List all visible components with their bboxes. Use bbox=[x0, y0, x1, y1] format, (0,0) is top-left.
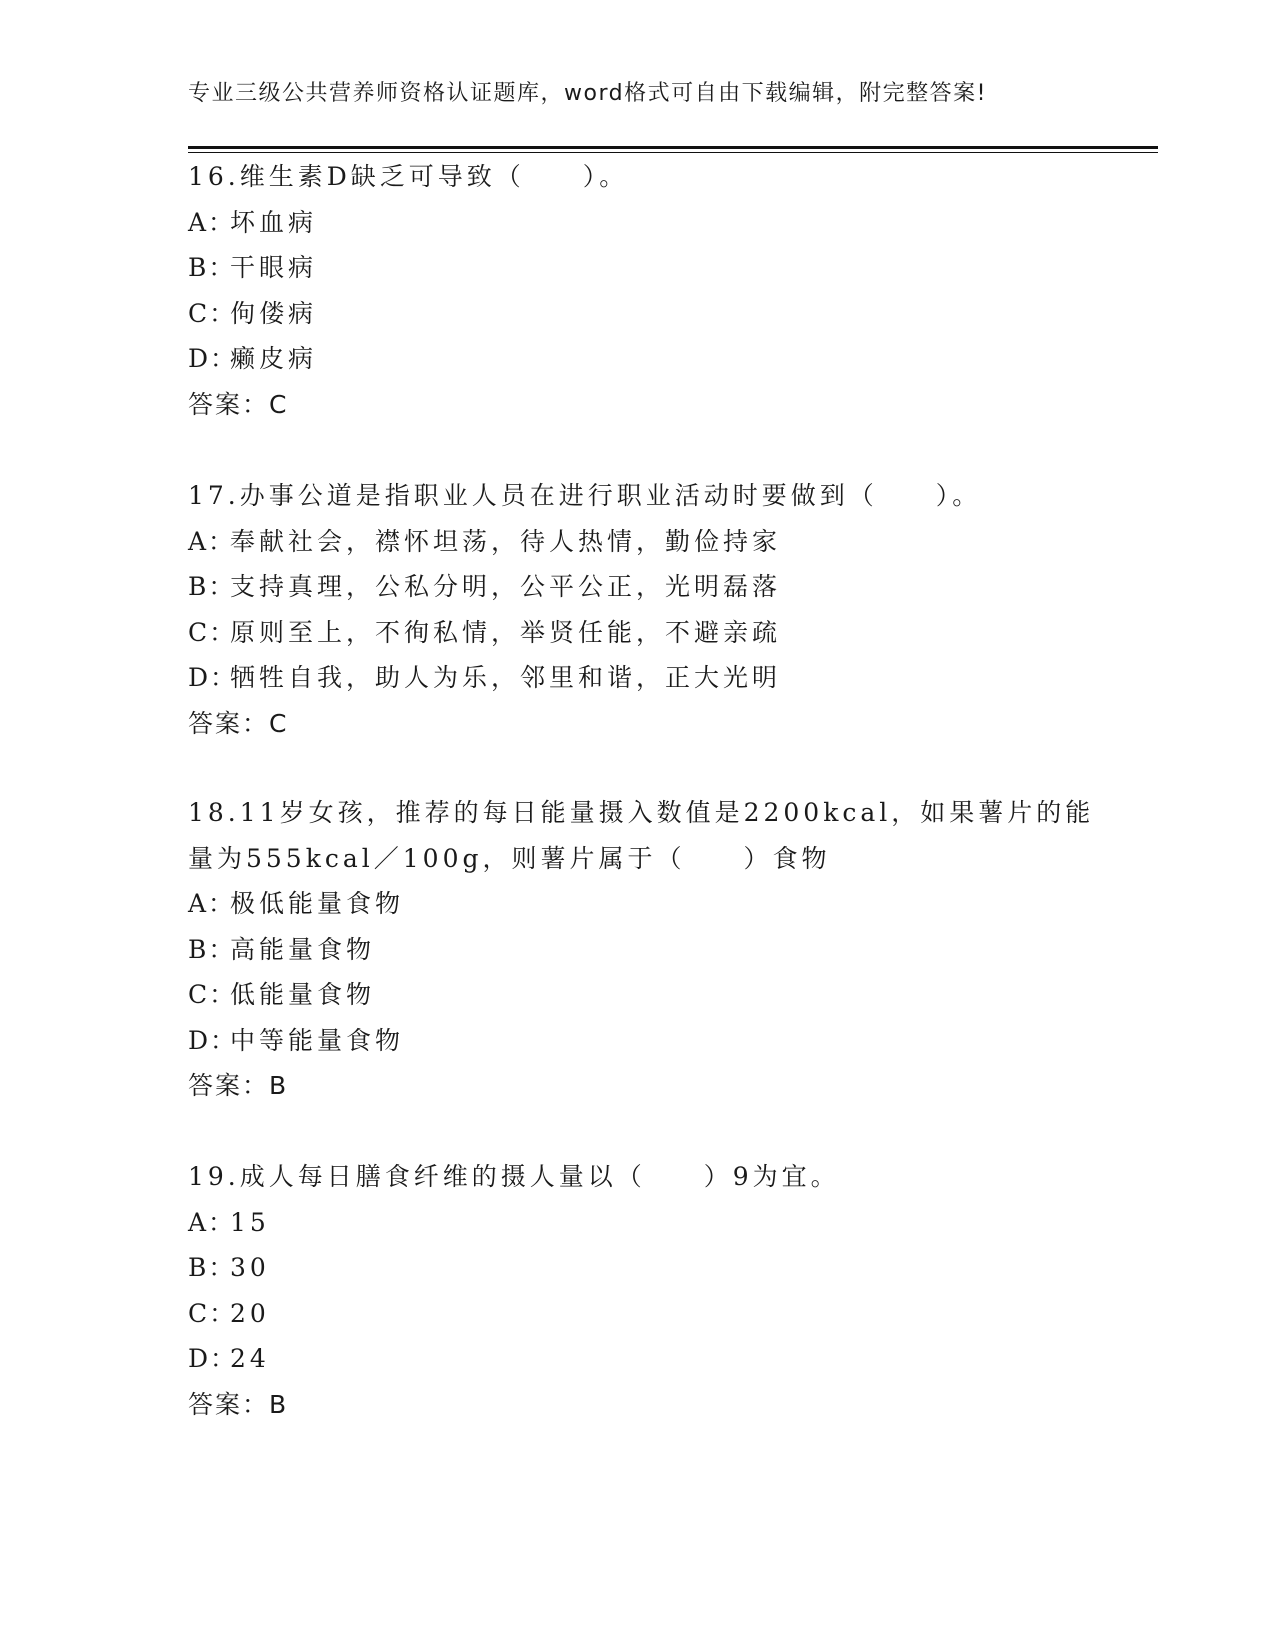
answer-line: 答案：B bbox=[188, 1389, 289, 1419]
option-label: D： bbox=[188, 344, 238, 373]
option-text: 牺牲自我，助人为乐，邻里和谐，正大光明 bbox=[230, 663, 782, 692]
option-label: B： bbox=[188, 934, 236, 964]
option-label: A： bbox=[188, 526, 236, 556]
option-label: D： bbox=[188, 1344, 238, 1373]
question-17 bbox=[188, 473, 1088, 746]
question-18 bbox=[188, 790, 1095, 1109]
option-text: 极低能量食物 bbox=[230, 889, 405, 918]
option-text: 中等能量食物 bbox=[230, 1025, 405, 1055]
option-text: 原则至上，不徇私情，举贤任能，不避亲疏 bbox=[230, 617, 782, 647]
question-stem: 17.办事公道是指职业人员在进行职业活动时要做到（ ）。 bbox=[188, 481, 982, 510]
option-a bbox=[188, 519, 1088, 565]
option-label: C： bbox=[188, 617, 237, 647]
question-16 bbox=[188, 154, 1088, 427]
option-a bbox=[188, 881, 1088, 927]
answer-line: 答案：C bbox=[188, 708, 289, 738]
question-stem-continued: 量为555kcal／100g，则薯片属于（ ）食物 bbox=[188, 843, 831, 873]
option-d bbox=[188, 1336, 1088, 1382]
option-b bbox=[188, 1245, 1088, 1291]
option-text: 高能量食物 bbox=[230, 934, 376, 964]
option-c bbox=[188, 1291, 1088, 1337]
option-label: B： bbox=[188, 1253, 236, 1282]
option-label: D： bbox=[188, 663, 238, 692]
option-c bbox=[188, 972, 1088, 1018]
option-text: 30 bbox=[230, 1253, 270, 1282]
option-d bbox=[188, 655, 1088, 701]
option-text: 低能量食物 bbox=[230, 980, 376, 1009]
header-rule-thin bbox=[188, 152, 1158, 153]
option-text: 24 bbox=[230, 1344, 270, 1373]
option-b bbox=[188, 245, 1088, 291]
option-b bbox=[188, 927, 1088, 973]
option-a bbox=[188, 1200, 1088, 1246]
option-text: 坏血病 bbox=[230, 207, 318, 237]
option-d bbox=[188, 1018, 1088, 1064]
option-c bbox=[188, 291, 1088, 337]
option-label: B： bbox=[188, 572, 236, 601]
option-text: 佝偻病 bbox=[230, 298, 318, 328]
question-stem: 16.维生素D缺乏可导致（ ）。 bbox=[188, 162, 629, 191]
option-text: 癞皮病 bbox=[230, 344, 318, 373]
option-label: B： bbox=[188, 253, 236, 282]
option-d bbox=[188, 336, 1088, 382]
option-text: 奉献社会，襟怀坦荡，待人热情，勤俭持家 bbox=[230, 526, 782, 556]
option-label: C： bbox=[188, 1298, 237, 1328]
option-b bbox=[188, 564, 1088, 610]
option-text: 干眼病 bbox=[230, 253, 318, 282]
answer-line: 答案：B bbox=[188, 1071, 289, 1100]
option-label: A： bbox=[188, 207, 236, 237]
option-a bbox=[188, 200, 1088, 246]
header-rule-thick bbox=[188, 146, 1158, 149]
option-text: 支持真理，公私分明，公平公正，光明磊落 bbox=[230, 572, 782, 601]
option-label: C： bbox=[188, 298, 237, 328]
question-stem: 19.成人每日膳食纤维的摄人量以（ ）9为宜。 bbox=[188, 1162, 840, 1191]
option-text: 20 bbox=[230, 1298, 270, 1328]
option-label: C： bbox=[188, 980, 237, 1009]
option-text: 15 bbox=[230, 1207, 270, 1237]
question-stem: 18.11岁女孩，推荐的每日能量摄入数值是2200kcal，如果薯片的能 bbox=[188, 798, 1095, 827]
option-label: D： bbox=[188, 1025, 238, 1055]
option-label: A： bbox=[188, 1207, 236, 1237]
question-19 bbox=[188, 1154, 1088, 1427]
option-label: A： bbox=[188, 889, 236, 918]
answer-line: 答案：C bbox=[188, 389, 289, 419]
option-c bbox=[188, 610, 1088, 656]
page-header: 专业三级公共营养师资格认证题库，word格式可自由下载编辑，附完整答案! bbox=[188, 81, 987, 106]
